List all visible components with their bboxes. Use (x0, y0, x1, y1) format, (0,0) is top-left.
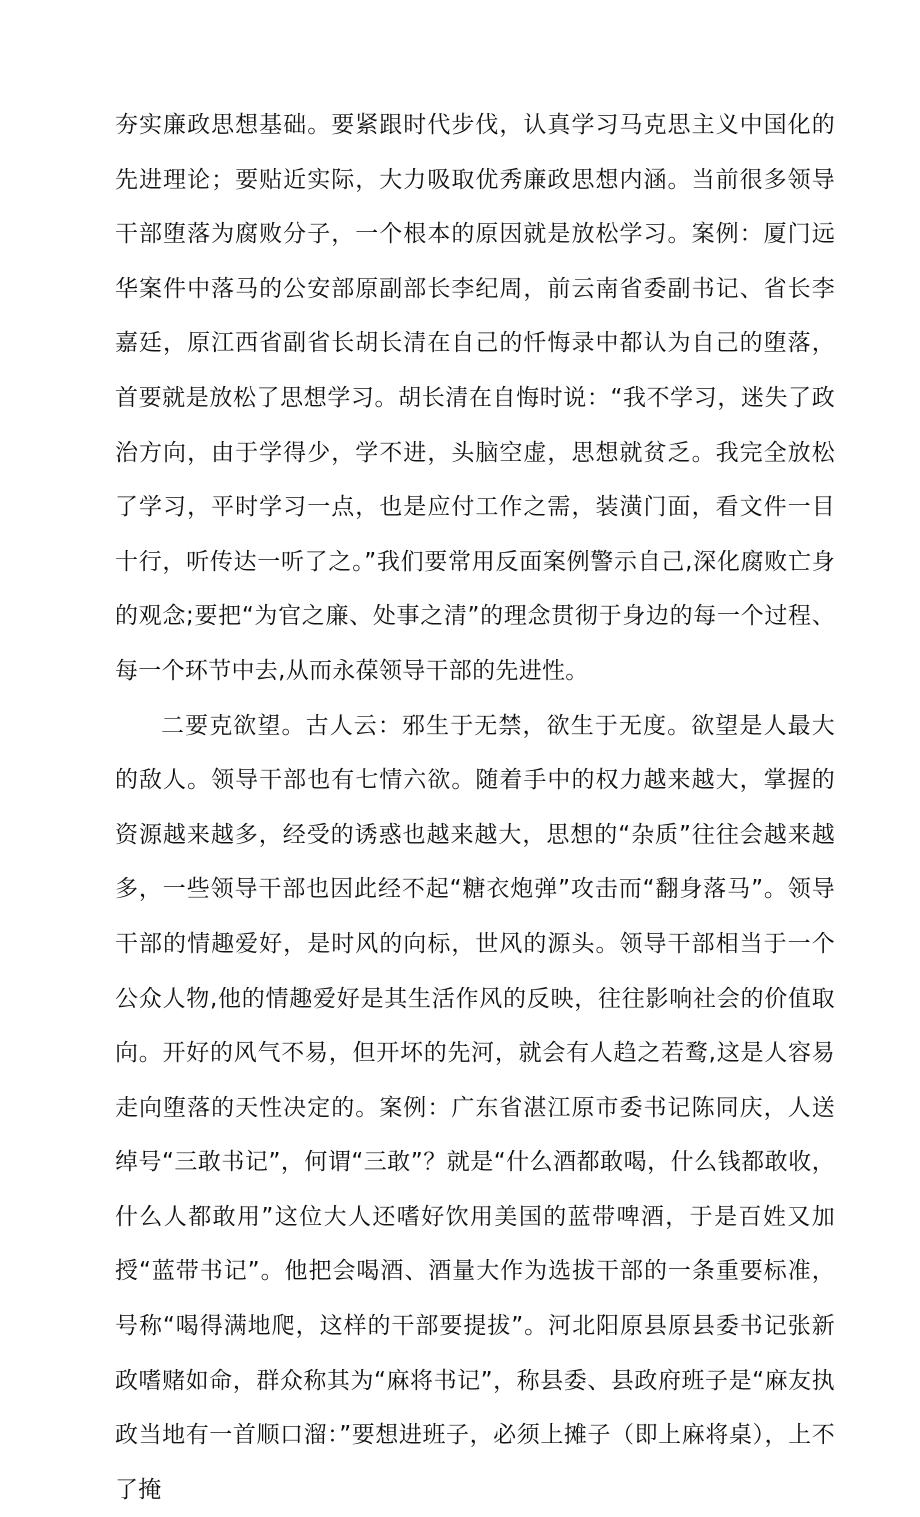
document-body (115, 98, 835, 1517)
paragraph-1: 夯实廉政思想基础。要紧跟时代步伐，认真学习马克思主义中国化的先进理论；要贴近实际，大力吸取优秀廉政思想内涵。当前很多领导干部堕落为腐败分子，一个根本的原因就是放松学习。案例：厦门远华案件中落马的公安部原副部长李纪周，前云南省委副书记、省长李嘉廷，原江西省副省长胡长清在自己的忏悔录中都认为自己的堕落，首要就是放松了思想学习。胡长清在自悔时说：“我不学习，迷失了政治方向，由于学得少，学不进，头脑空虚，思想就贫乏。我完全放松了学习，平时学习一点，也是应付工作之需，装潢门面，看文件一目十行，听传达一听了之。”我们要常用反面案例警示自己,深化腐败亡身的观念;要把“为官之廉、处事之清”的理念贯彻于身边的每一个过程、每一个环节中去,从而永葆领导干部的先进性。 (115, 112, 835, 684)
paragraph-2: 二要克欲望。古人云：邪生于无禁，欲生于无度。欲望是人最大的敌人。领导干部也有七情六欲。随着手中的权力越来越大，掌握的资源越来越多，经受的诱惑也越来越大，思想的“杂质”往往会越来越多，一些领导干部也因此经不起“糖衣炮弹”攻击而“翻身落马”。领导干部的情趣爱好，是时风的向标，世风的源头。领导干部相当于一个公众人物,他的情趣爱好是其生活作风的反映，往往影响社会的价值取向。开好的风气不易，但开坏的先河，就会有人趋之若鹜,这是人容易走向堕落的天性决定的。案例：广东省湛江原市委书记陈同庆，人送绰号“三敢书记”，何谓“三敢”？就是“什么酒都敢喝，什么钱都敢收，什么人都敢用”这位大人还嗜好饮用美国的蓝带啤酒，于是百姓又加授“蓝带书记”。他把会喝酒、酒量大作为选拔干部的一条重要标准，号称“喝得满地爬，这样的干部要提拔”。河北阳原县原县委书记张新政嗜赌如命，群众称其为“麻将书记”，称县委、县政府班子是“麻友执政当地有一首顺口溜：”要想进班子，必须上摊子（即上麻将桌），上不了掩 (115, 712, 835, 1503)
